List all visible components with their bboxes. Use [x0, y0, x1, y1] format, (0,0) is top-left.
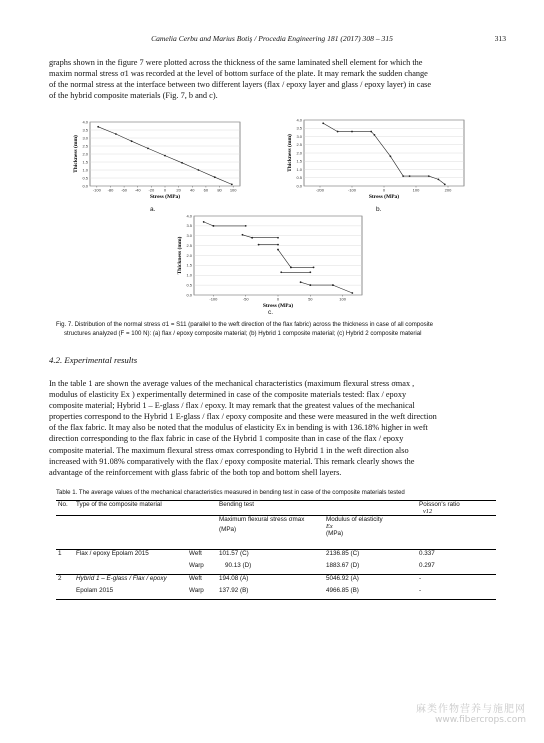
data-point: [277, 249, 279, 251]
cell-sigma: 194.08 (A): [219, 575, 249, 582]
text-line: of the flax fabric. It may also be noted that the modulus of elasticity Ex in bending is with 136.18% higher in weft: [49, 423, 428, 433]
x-tick-label: 100: [339, 296, 346, 302]
cell-type: [74, 562, 187, 575]
y-tick-label: 2.0: [186, 252, 192, 258]
cell-poisson: 0.337: [419, 550, 435, 557]
x-axis-label: Stress (MPa): [262, 303, 294, 309]
data-point: [277, 244, 279, 246]
section-title: 4.2. Experimental results: [49, 355, 138, 365]
subfigure-label-a: a.: [150, 206, 156, 213]
cell-direction: Weft: [189, 550, 202, 557]
x-tick-label: -50: [242, 296, 249, 302]
data-point: [245, 225, 247, 227]
data-point: [131, 140, 133, 142]
series-line-c: [278, 250, 291, 268]
cell-type: Hybrid 1 – E-glass / Flax / epoxy: [76, 575, 167, 582]
empty-cell: [56, 516, 74, 550]
series-line-c: [204, 222, 214, 226]
text-line: advantage of the reinforcement with glass fabric of the both top and bottom shell layers.: [49, 467, 342, 477]
chart-a-svg: [68, 118, 248, 213]
y-tick-label: 2.5: [186, 242, 192, 248]
running-header: Camelia Cerbu and Marius Botiş / Procedia Engineering 181 (2017) 308 – 315: [151, 34, 393, 43]
data-point: [351, 131, 353, 133]
data-point: [181, 162, 183, 164]
subheader-modulus-symbol: Ex: [326, 523, 333, 530]
data-point: [332, 284, 334, 286]
series-line-c: [301, 282, 311, 285]
cell-type: Epolam 2015: [76, 587, 114, 594]
data-point: [313, 266, 315, 268]
intro-paragraph: [49, 57, 494, 101]
subfigure-label-b: b.: [376, 206, 382, 213]
x-tick-label: 100: [412, 187, 420, 193]
subheader-modulus-unit: (MPa): [326, 530, 344, 537]
data-point: [147, 148, 149, 150]
text-line: composite material; Hybrid 1 – E-glass / flax / epoxy. It may remark that the greatest values of the mechanical: [49, 401, 415, 411]
data-point: [242, 234, 244, 236]
x-tick-label: 60: [203, 187, 209, 193]
text-line: direction corresponding to the flax fabric in case of the Hybrid 1 composite than in case of the flax / epoxy: [49, 434, 404, 444]
cell-no: [56, 562, 74, 575]
series-line-c: [243, 235, 253, 238]
x-tick-label: -20: [148, 187, 155, 193]
data-point: [300, 281, 302, 283]
data-point: [309, 271, 311, 273]
cell-no: 2: [58, 575, 62, 582]
x-tick-label: -100: [92, 187, 101, 193]
data-point: [409, 175, 411, 177]
y-tick-label: 0.5: [186, 282, 192, 288]
text-line: modulus of elasticity Ex ) experimentally determined in case of the composite materials tested: flax / epoxy: [49, 390, 407, 400]
cell-poisson: 0.297: [419, 562, 435, 569]
series-line-c: [333, 285, 352, 293]
header-no: No.: [58, 501, 68, 508]
x-tick-label: 80: [217, 187, 222, 193]
data-point: [444, 183, 446, 185]
chart-c-svg: [170, 213, 370, 311]
data-point: [290, 266, 292, 268]
text-line: maxim normal stress σ1 was recorded at the level of bottom surface of the plate. It may remark the sudden change: [49, 69, 428, 79]
text-line: increased with 91.08% comparatively with the flax / epoxy composite material. This remark clearly shows the: [49, 456, 415, 466]
subfigure-label-c: c.: [268, 309, 274, 316]
x-tick-label: 0: [382, 187, 386, 193]
text-line: of the normal stress at the interface between two different layers (flax / epoxy layer and glass / epoxy layer) in case: [49, 80, 432, 90]
cell-sigma: 137.92 (B): [219, 587, 249, 594]
header-poisson: [417, 501, 496, 516]
subheader-sigma-unit: (MPa): [219, 526, 237, 533]
y-tick-label: 2.5: [296, 142, 302, 148]
cell-modulus: 1883.67 (D): [326, 562, 360, 569]
data-point: [277, 237, 279, 239]
cell-type: Flax / epoxy Epolam 2015: [76, 550, 149, 557]
y-tick-label: 0.0: [186, 292, 192, 298]
chart-c: [170, 213, 370, 311]
cell-direction: Weft: [189, 575, 202, 582]
data-point: [438, 179, 440, 181]
x-tick-label: 200: [444, 187, 452, 193]
y-tick-label: 3.0: [296, 133, 302, 139]
y-axis-label: Thickness (mm): [287, 134, 293, 172]
y-tick-label: 3.5: [186, 223, 192, 229]
cell-modulus: 2136.85 (C): [326, 550, 360, 557]
cell-poisson: -: [419, 575, 422, 582]
cell-no: 1: [58, 550, 62, 557]
empty-cell: [74, 516, 217, 550]
cell-sigma: 101.57 (C): [219, 550, 249, 557]
x-tick-label: 40: [190, 187, 195, 193]
cell-poisson: -: [419, 587, 422, 594]
caption-line: structures analyzed (F = 100 N): (a) flax / epoxy composite material; (b) Hybrid 1 composite material; (c) Hybrid 2 composite material: [64, 330, 422, 337]
data-point: [212, 225, 214, 227]
cell-no: [56, 587, 74, 600]
y-tick-label: 1.0: [296, 166, 302, 172]
x-tick-label: 20: [176, 187, 181, 193]
y-tick-label: 1.5: [186, 262, 192, 268]
data-point: [203, 221, 205, 223]
y-tick-label: 4.0: [82, 119, 88, 125]
cell-sigma: 90.13 (D): [225, 562, 252, 569]
x-tick-label: -100: [209, 296, 218, 302]
x-tick-label: 0: [163, 187, 167, 193]
chart-a: [68, 118, 248, 213]
y-tick-label: 0.0: [296, 183, 302, 189]
data-point: [428, 175, 430, 177]
figure-caption: [56, 320, 496, 338]
x-tick-label: -200: [315, 187, 325, 193]
empty-cell: [417, 516, 496, 550]
data-point: [198, 169, 200, 171]
y-tick-label: 3.5: [296, 125, 302, 131]
watermark-url: www.fibercrops.com: [435, 715, 526, 725]
subheader-modulus-label: Modulus of elasticity: [326, 516, 383, 523]
data-point: [370, 131, 372, 133]
x-tick-label: 0: [276, 296, 280, 302]
text-line: In the table 1 are shown the average values of the mechanical characteristics (maximum flexural stress σmax ,: [49, 379, 415, 388]
y-tick-label: 0.0: [82, 183, 88, 189]
x-tick-label: -40: [134, 187, 141, 193]
series-line-b: [323, 123, 445, 184]
text-line: composite material. The maximum flexural stress σmax corresponding to Hybrid 1 in the weft direction also: [49, 445, 409, 455]
table-header-row: [56, 501, 496, 516]
table-row: [56, 550, 496, 563]
chart-b: [282, 116, 472, 212]
text-line: of the hybrid composite materials (Fig. 7, b and c).: [49, 91, 218, 101]
y-tick-label: 3.0: [186, 233, 192, 239]
data-point: [115, 133, 117, 135]
x-tick-label: 100: [229, 187, 237, 193]
table-subheader-row: [56, 516, 496, 550]
y-tick-label: 1.5: [296, 158, 302, 164]
watermark: [416, 700, 526, 725]
x-axis-label: Stress (MPa): [149, 194, 181, 200]
data-point: [97, 126, 99, 128]
y-tick-label: 0.5: [296, 175, 302, 181]
data-point: [231, 184, 233, 186]
text-line: properties correspond to the Hybrid 1 E-glass / flax / epoxy composite and these were measured in the weft direction: [49, 412, 437, 422]
data-point: [322, 122, 324, 124]
x-axis-label: Stress (MPa): [368, 194, 400, 200]
data-point: [214, 176, 216, 178]
results-paragraph: [49, 378, 494, 478]
data-point: [374, 134, 376, 136]
table-row: [56, 562, 496, 575]
cell-modulus: 4966.85 (B): [326, 587, 359, 594]
cell-direction: Warp: [189, 562, 204, 569]
subheader-modulus: [324, 516, 417, 550]
data-point: [251, 237, 253, 239]
table-row: [56, 575, 496, 588]
y-tick-label: 3.0: [82, 135, 88, 141]
data-point: [337, 131, 339, 133]
y-tick-label: 2.5: [82, 143, 88, 149]
data-point: [390, 155, 392, 157]
data-point: [258, 244, 260, 246]
header-poisson-label: Poisson's ratio: [419, 501, 460, 508]
y-tick-label: 1.0: [82, 167, 88, 173]
x-tick-label: -100: [347, 187, 357, 193]
data-point: [164, 155, 166, 157]
x-tick-label: -60: [121, 187, 127, 193]
x-tick-label: -80: [107, 187, 114, 193]
chart-b-svg: [282, 116, 472, 212]
table-row: [56, 587, 496, 600]
y-tick-label: 1.5: [82, 159, 88, 165]
table-caption: Table 1. The average values of the mechanical characteristics measured in bending test in case of the composite materials tested: [56, 489, 405, 496]
y-tick-label: 4.0: [296, 117, 302, 123]
text-line: graphs shown in the figure 7 were plotted across the thickness of the same laminated shell element for which the: [49, 58, 423, 67]
watermark-cn: 麻类作物营养与施肥网: [416, 704, 526, 715]
data-point: [402, 175, 404, 177]
caption-line: Fig. 7. Distribution of the normal stress σ1 = S11 (parallel to the weft direction of the flax fabric) across the thickness in case of all composite: [56, 321, 434, 328]
data-point: [309, 284, 311, 286]
page-number: 313: [494, 34, 506, 43]
x-tick-label: 50: [308, 296, 313, 302]
y-tick-label: 4.0: [186, 213, 192, 219]
subheader-sigma: [217, 516, 324, 550]
y-axis-label: Thickness (mm): [73, 135, 79, 173]
data-point: [280, 271, 282, 273]
header-bending: Bending test: [219, 501, 255, 508]
cell-modulus: 5046.92 (A): [326, 575, 359, 582]
header-type: Type of the composite material: [76, 501, 162, 508]
data-point: [351, 292, 353, 294]
y-tick-label: 2.0: [296, 150, 302, 156]
subheader-sigma-label: Maximum flexural stress σmax: [219, 516, 305, 523]
header-poisson-symbol: ν12: [423, 508, 433, 515]
y-tick-label: 1.0: [186, 272, 192, 278]
results-table: [56, 500, 496, 600]
y-tick-label: 2.0: [82, 151, 88, 157]
y-tick-label: 0.5: [82, 175, 88, 181]
cell-direction: Warp: [189, 587, 204, 594]
y-axis-label: Thickness (mm): [177, 236, 183, 275]
y-tick-label: 3.5: [82, 127, 88, 133]
